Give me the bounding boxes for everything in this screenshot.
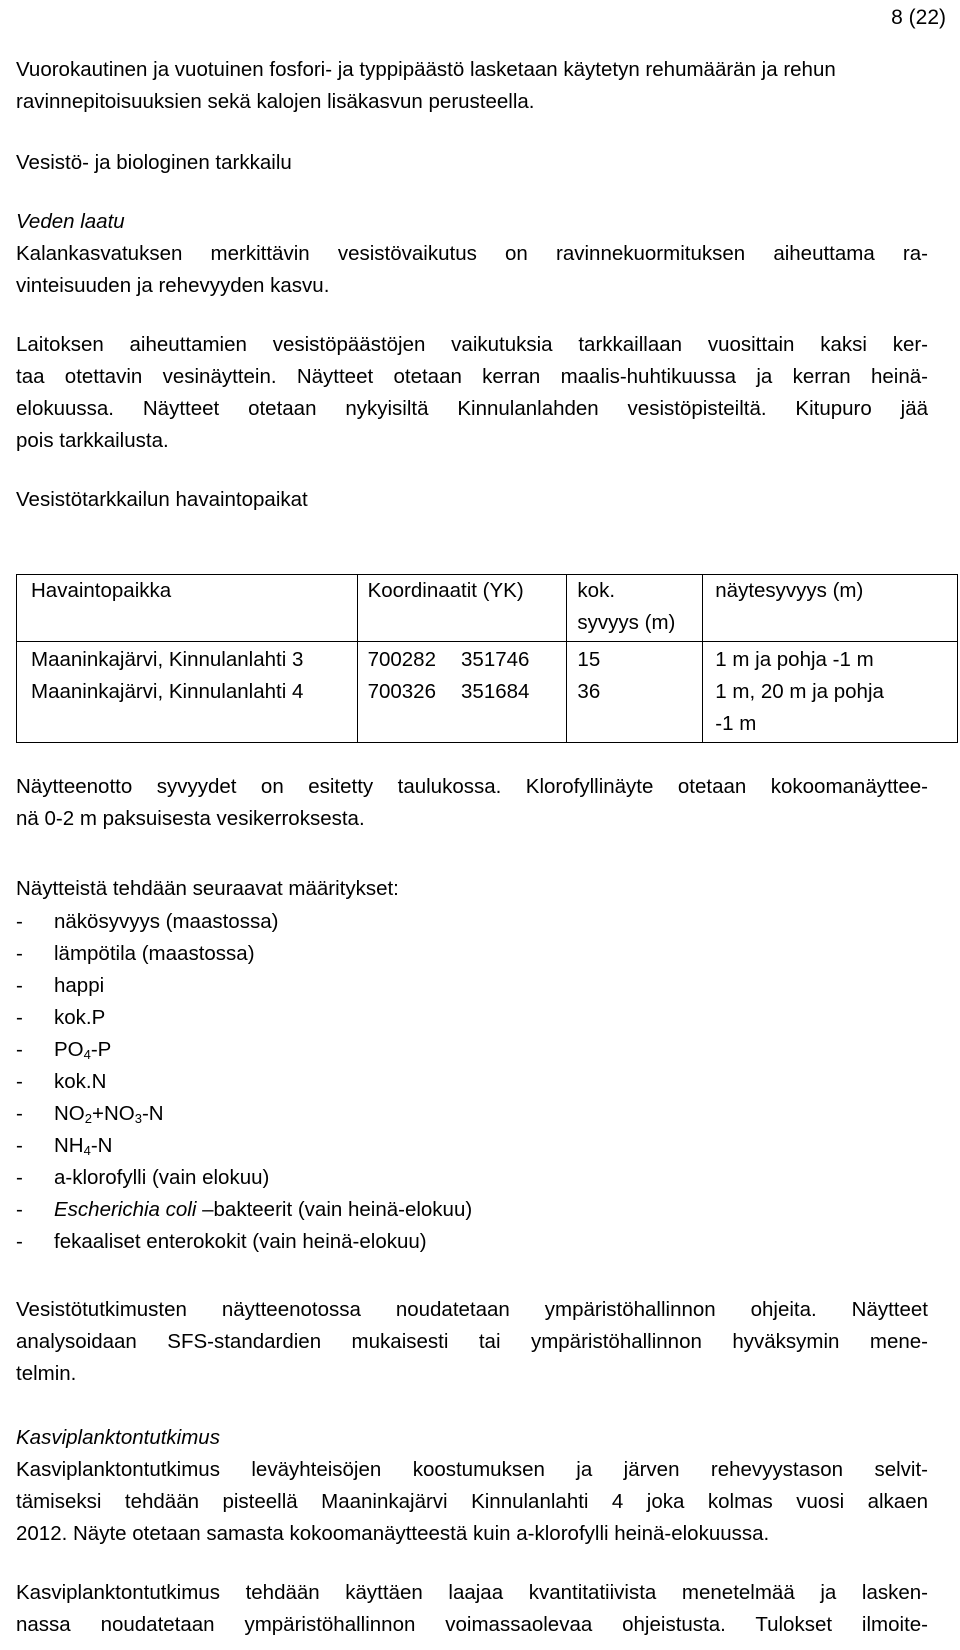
section-heading: Vesistö- ja biologinen tarkkailu — [16, 151, 292, 174]
paragraph-discharge: Vuorokautinen ja vuotuinen fosfori- ja typpipäästö lasketaan käytetyn rehumäärän ja rehun ravinnepitoisuuksien sekä kalojen lisäkasvun perusteella. — [16, 58, 836, 113]
text-line: Kalankasvatuksen merkittävin vesistövaikutus on ravinnekuormituksen aiheuttama ra- — [16, 242, 928, 265]
header-coordinates: Koordinaatit (YK) — [357, 575, 567, 642]
table-row — [17, 642, 958, 677]
cell-coord-x: 700282 — [357, 642, 461, 677]
table-row — [17, 676, 958, 743]
list-item: - fekaaliset enterokokit (vain heinä-elokuu) — [16, 1230, 427, 1253]
observation-sites-table — [16, 574, 958, 743]
text-line: tämiseksi tehdään pisteellä Maaninkajärvi Kinnulanlahti 4 joka kolmas vuosi alkaen — [16, 1490, 928, 1513]
header-total-depth: kok. syvyys (m) — [567, 575, 703, 642]
text-line: Kasviplanktontutkimus leväyhteisöjen koostumuksen ja järven rehevyystason selvit- — [16, 1458, 928, 1481]
text-line: pois tarkkailusta. — [16, 429, 169, 452]
list-item: - kok.N — [16, 1070, 107, 1093]
paragraph-guidelines — [16, 1294, 928, 1390]
text-line: elokuussa. Näytteet otetaan nykyisiltä Kinnulanlahden vesistöpisteiltä. Kitupuro jää — [16, 397, 928, 420]
cell-coord-y: 351684 — [461, 676, 567, 743]
cell-depth: 36 — [567, 676, 703, 743]
list-item: - näkösyvyys (maastossa) — [16, 910, 279, 933]
list-item: - $NH_4-N$ — [16, 1134, 113, 1158]
header-site: Havaintopaikka — [17, 575, 358, 642]
text-line: nassa noudatetaan ympäristöhallinnon voimassaolevaa ohjeistusta. Tulokset ilmoite- — [16, 1613, 928, 1636]
text-line: Näytteenotto syvyydet on esitetty taulukossa. Klorofyllinäyte otetaan kokoomanäyttee- — [16, 775, 928, 798]
table-caption: Vesistötarkkailun havaintopaikat — [16, 488, 308, 511]
text-line: nä 0-2 m paksuisesta vesikerroksesta. — [16, 807, 365, 830]
cell-coord-x: 700326 — [357, 676, 461, 743]
text-line: vinteisuuden ja rehevyyden kasvu. — [16, 274, 330, 297]
text-line: Vesistötutkimusten näytteenotossa noudatetaan ympäristöhallinnon ohjeita. Näytteet — [16, 1298, 928, 1321]
table-header-row — [17, 575, 958, 642]
list-item: - Escherichia coli –bakteerit (vain heinä-elokuu) — [16, 1198, 473, 1221]
subheading-water-quality: Veden laatu — [16, 210, 125, 233]
list-item: - a-klorofylli (vain elokuu) — [16, 1166, 270, 1189]
paragraph-phytoplankton-method — [16, 1577, 928, 1641]
determinations-list — [16, 906, 928, 1258]
cell-site: Maaninkajärvi, Kinnulanlahti 4 — [17, 676, 358, 743]
cell-sample-depth: 1 m ja pohja -1 m — [703, 642, 958, 677]
list-item: - happi — [16, 974, 105, 997]
cell-depth: 15 — [567, 642, 703, 677]
list-item: - $NO_2+NO_3-N$ — [16, 1102, 164, 1126]
list-item: - lämpötila (maastossa) — [16, 942, 255, 965]
text-line: Laitoksen aiheuttamien vesistöpäästöjen vaikutuksia tarkkaillaan vuosittain kaksi ker- — [16, 333, 928, 356]
paragraph-monitoring — [16, 329, 928, 457]
paragraph-phytoplankton — [16, 1454, 928, 1550]
cell-site: Maaninkajärvi, Kinnulanlahti 3 — [17, 642, 358, 677]
text-line: telmin. — [16, 1362, 77, 1385]
list-item: - $PO_4-P$ — [16, 1038, 112, 1062]
subheading-phytoplankton: Kasviplanktontutkimus — [16, 1426, 220, 1449]
text-line: 2012. Näyte otetaan samasta kokoomanäytteestä kuin a-klorofylli heinä-elokuussa. — [16, 1522, 770, 1545]
cell-sample-depth: 1 m, 20 m ja pohja -1 m — [703, 676, 958, 743]
header-sample-depth: näytesyvyys (m) — [703, 575, 958, 642]
paragraph-sampling-depth — [16, 771, 928, 835]
page-number: 8 (22) — [891, 6, 946, 29]
text-line: analysoidaan SFS-standardien mukaisesti tai ympäristöhallinnon hyväksymin mene- — [16, 1330, 928, 1353]
cell-coord-y: 351746 — [461, 648, 530, 671]
text-line: Kasviplanktontutkimus tehdään käyttäen laajaa kvantitatiivista menetelmää ja lasken- — [16, 1581, 928, 1604]
list-intro: Näytteistä tehdään seuraavat määritykset: — [16, 877, 399, 900]
text-line: taa otettavin vesinäyttein. Näytteet otetaan kerran maalis-huhtikuussa ja kerran heinä- — [16, 365, 928, 388]
list-item: - kok.P — [16, 1006, 106, 1029]
paragraph-water-impact — [16, 238, 928, 302]
